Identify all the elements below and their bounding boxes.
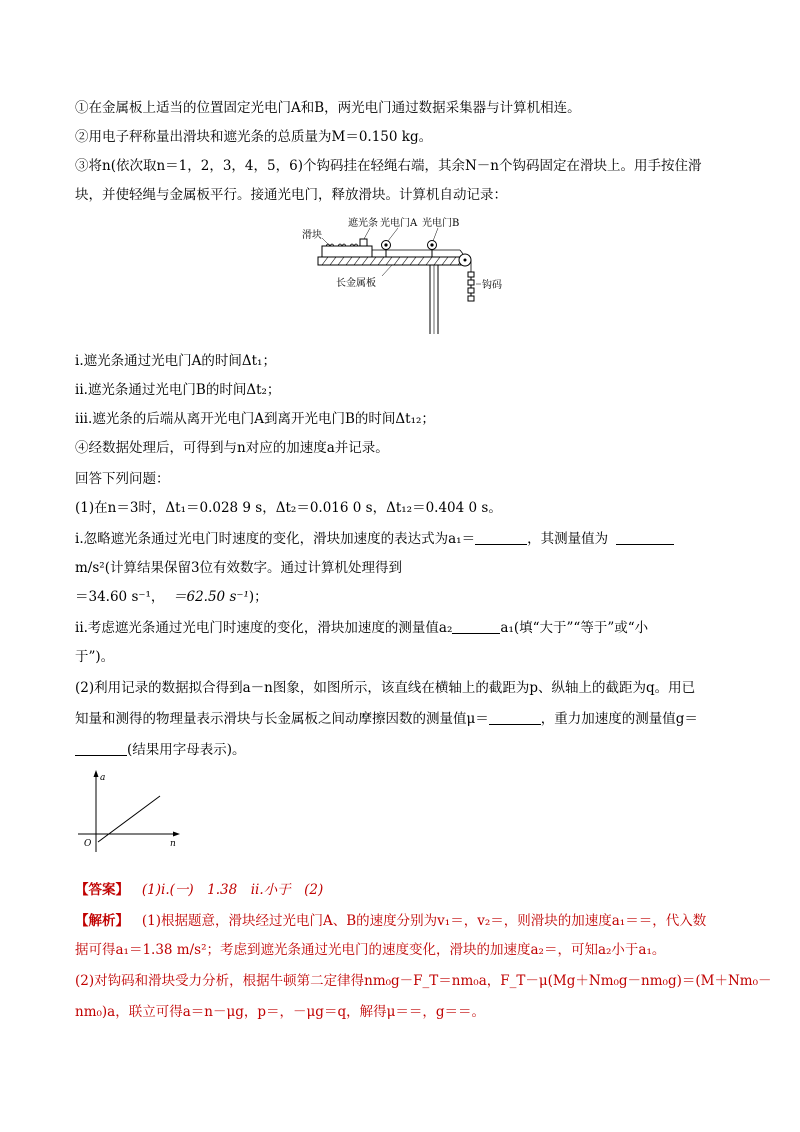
apparatus-figure — [300, 212, 520, 340]
question-1-ii-line-1 — [75, 618, 648, 638]
analysis-line-2: 据可得a₁＝1.38 m/s²；考虑到遮光条通过光电门的速度变化，滑块的加速度a₂＝，可知a₂小于a₁。 — [75, 942, 666, 958]
y-axis-arrow-icon — [94, 770, 99, 777]
board-rect — [318, 257, 468, 265]
gate-b-label: 光电门B — [422, 218, 460, 229]
record-iii: iii.遮光条的后端从离开光电门A到离开光电门B的时间Δt₁₂； — [75, 411, 435, 427]
analysis-tag: 【解析】 — [75, 913, 129, 929]
shade-label: 遮光条 — [348, 218, 378, 229]
step-3-line-2: 块，并使轻绳与金属板平行。接通光电门，释放滑块。计算机自动记录： — [75, 187, 507, 203]
answer-blank-mu[interactable] — [489, 710, 541, 725]
shade-strip — [360, 239, 367, 246]
y-axis-label: a — [100, 773, 106, 783]
answer-blank-compare[interactable] — [452, 619, 500, 634]
q2-text-b2: ，重力加速度的测量值g＝ — [540, 711, 698, 727]
record-i: i.遮光条通过光电门A的时间Δt₁； — [75, 353, 276, 369]
weights-label: 钩码 — [482, 280, 502, 291]
answer-line — [75, 880, 323, 900]
q1ii-text-b: a₁(填“大于”“等于”或“小 — [500, 620, 649, 636]
answer-blank-g[interactable] — [75, 741, 127, 756]
q1i-text-b: ，其测量值为 — [527, 531, 609, 547]
question-2-line-3 — [75, 740, 246, 760]
question-1: (1)在n＝3时，Δt₁＝0.028 9 s，Δt₂＝0.016 0 s，Δt₁₂＝0.404 0 s。 — [75, 500, 502, 516]
a-n-graph — [72, 768, 182, 856]
weights-icon — [468, 272, 474, 301]
step-1: ①在金属板上适当的位置固定光电门A和B，两光电门通过数据采集器与计算机相连。 — [75, 100, 581, 116]
gate-b-icon — [428, 241, 437, 258]
x-axis-label: n — [170, 839, 176, 849]
origin-label: O — [84, 839, 92, 849]
x-axis-arrow-icon — [173, 832, 180, 837]
q1i-text-a: i.忽略遮光条通过光电门时速度的变化，滑块加速度的表达式为a₁＝ — [75, 531, 476, 547]
answer-tag: 【答案】 — [75, 882, 129, 898]
slider-label: 滑块 — [302, 230, 322, 241]
answer-blank-a1[interactable] — [475, 530, 527, 545]
step-2: ②用电子秤称量出滑块和遮光条的总质量为M＝0.150 kg。 — [75, 129, 433, 145]
gate-a-label: 光电门A — [380, 218, 418, 229]
question-1-i-line-1 — [75, 529, 674, 549]
analysis-text-1: (1)根据题意，滑块经过光电门A、B的速度分别为v₁＝，v₂＝，则滑块的加速度a₁＝＝，代入数 — [141, 913, 707, 929]
record-ii: ii.遮光条通过光电门B的时间Δt₂； — [75, 382, 281, 398]
question-1-ii-line-2: 于”)。 — [75, 649, 115, 665]
question-1-i-line-3 — [75, 587, 268, 607]
step-3-line-1: ③将n(依次取n＝1，2，3，4，5，6)个钩码挂在轻绳右端，其余N－n个钩码固定在滑块上。用手按住滑 — [75, 158, 702, 174]
step-4: ④经数据处理后，可得到与n对应的加速度a并记录。 — [75, 440, 389, 456]
analysis-line-1 — [75, 911, 706, 931]
questions-intro: 回答下列问题： — [75, 471, 170, 487]
q1i-text-d2: ＝62.50 s⁻¹ — [173, 589, 249, 605]
analysis-line-4: nm₀)a，联立可得a＝n－μg，p＝，－μg＝q，解得μ＝＝，g＝＝。 — [75, 1004, 485, 1020]
q1ii-text-a: ii.考虑遮光条通过光电门时速度的变化，滑块加速度的测量值a₂ — [75, 620, 453, 636]
slider-block — [322, 246, 372, 257]
fit-line — [98, 796, 160, 842]
q1i-text-d3: )； — [248, 589, 268, 605]
answer-blank-value[interactable] — [616, 530, 674, 545]
board-label: 长金属板 — [336, 278, 376, 289]
q2-text-c: (结果用字母表示)。 — [127, 742, 246, 758]
pulley-icon — [459, 254, 471, 266]
q1i-text-d1: ＝34.60 s⁻¹， — [75, 589, 165, 605]
answer-text: (1)i.(一) 1.38 ii.小于 (2) — [141, 882, 324, 898]
gate-a-icon — [382, 241, 391, 258]
question-1-i-line-2: m/s²(计算结果保留3位有效数字。通过计算机处理得到 — [75, 560, 403, 576]
q2-text-b1: 知量和测得的物理量表示滑块与长金属板之间动摩擦因数的测量值μ＝ — [75, 711, 489, 727]
question-2-line-1: (2)利用记录的数据拟合得到a－n图象，如图所示，该直线在横轴上的截距为p、纵轴上的截距为q。用已 — [75, 680, 696, 696]
question-2-line-2 — [75, 709, 698, 729]
analysis-line-3: (2)对钩码和滑块受力分析，根据牛顿第二定律得nm₀g－F_T＝nm₀a，F_T－μ(Mg＋Nm₀g－nm₀g)＝(M＋Nm₀－ — [75, 973, 772, 989]
